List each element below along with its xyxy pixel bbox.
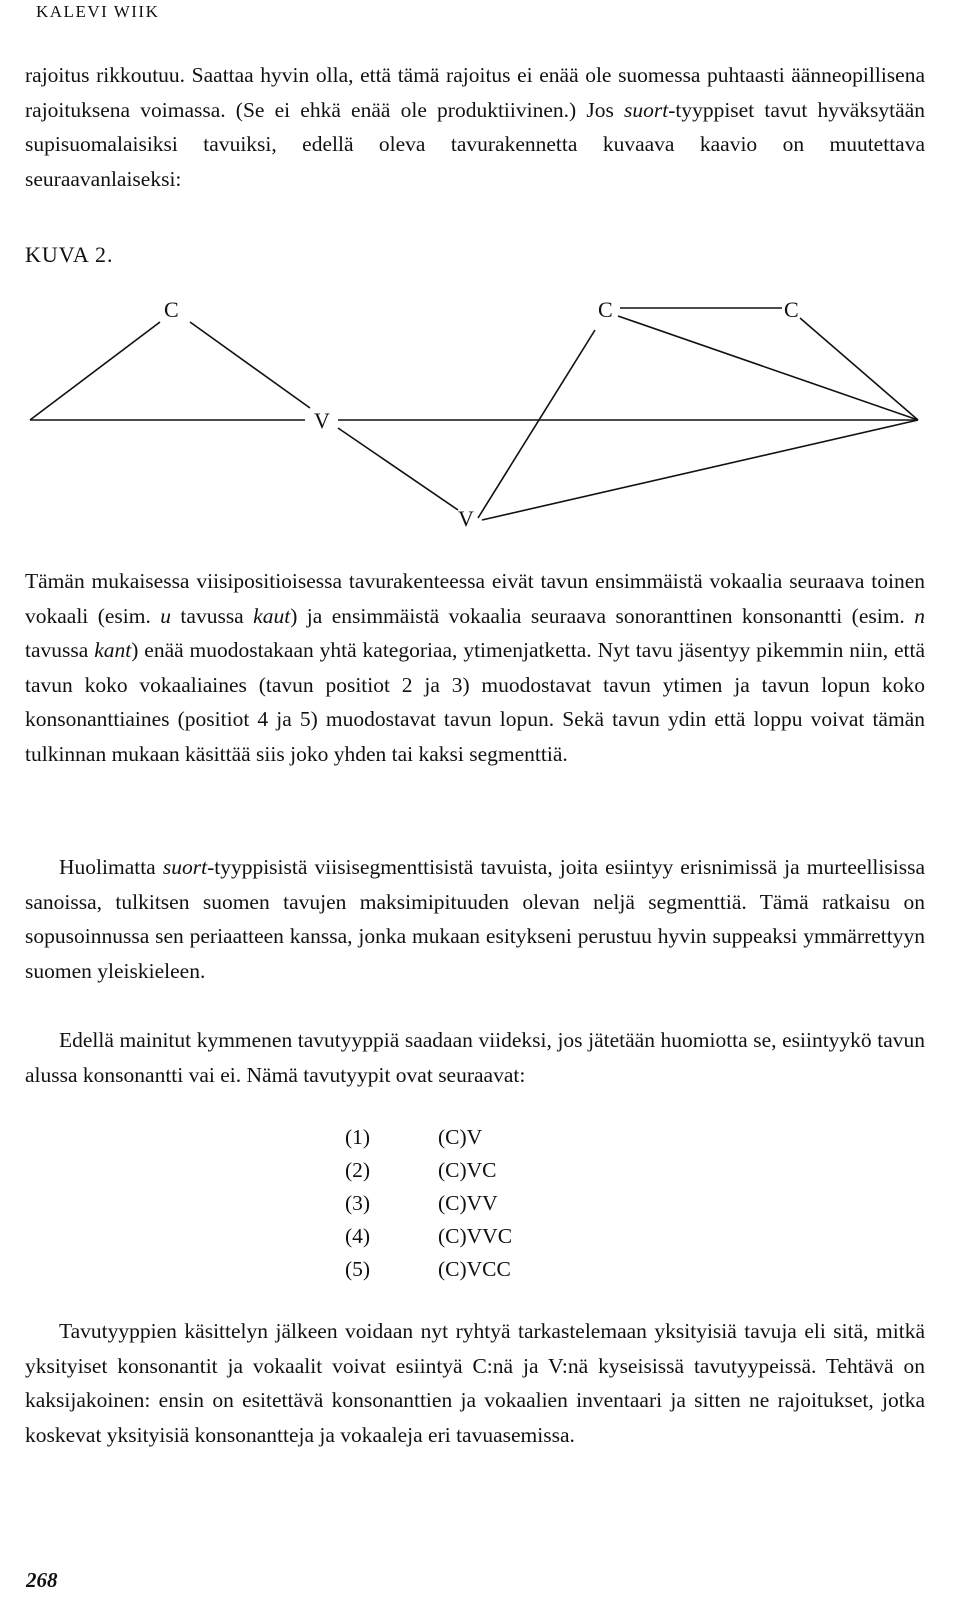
syllable-type-pattern: (C)VCC	[438, 1257, 511, 1281]
syllable-type-number: (4)	[345, 1224, 371, 1248]
node-c-coda-1: C	[598, 297, 613, 322]
node-v-second: V	[458, 506, 474, 531]
term-suort-2: suort	[162, 855, 208, 879]
syllable-type-number: (5)	[345, 1257, 371, 1281]
syllable-type-row	[345, 1220, 512, 1253]
node-v-first: V	[314, 408, 330, 433]
paragraph-five-positions-text-2: tavussa	[171, 603, 254, 628]
paragraph-five-positions-text-1: Tämän mukaisessa viisipositioisessa tavurakenteessa eivät tavun ensimmäistä vokaalia seuraava toinen vokaali (esim.	[25, 569, 925, 628]
term-suort: suort	[623, 97, 669, 122]
syllable-type-pattern: (C)VC	[438, 1158, 497, 1182]
paragraph-intro-text-1: rajoitus rikkoutuu. Saattaa hyvin olla, että tämä rajoitus ei enää ole suomessa puhtaasti äänneopillisena rajoituksena voimassa. (Se ei ehkä enää ole produktiivinen.) Jos	[25, 63, 925, 122]
edge-c3-right	[800, 318, 918, 420]
syllable-type-pattern: (C)VVC	[438, 1224, 513, 1248]
node-c-coda-2: C	[784, 297, 799, 322]
edge-c1-v1	[190, 322, 310, 408]
figure-label: KUVA 2.	[25, 242, 114, 267]
paragraph-intro-text-2: -tyyppiset tavut hyväksytään supisuomalaisiksi tavuiksi, edellä oleva tavurakennetta kuvaava kaavio on muutettava seuraavanlaiseksi:	[25, 97, 925, 191]
edge-c2-right	[618, 316, 918, 420]
syllable-type-row	[345, 1154, 512, 1187]
syllable-type-number: (2)	[345, 1158, 371, 1182]
edge-v2-right	[482, 420, 918, 520]
paragraph-max-length-text-2: -tyyppisistä viisisegmenttisistä tavuista, joita esiintyy erisnimissä ja murteellisissa sanoissa, tulkitsen suomen tavujen maksimipituuden olevan neljä segmenttiä. Tämä ratkaisu on sopusoinnussa sen periaatteen kanssa, jonka mukaan esitykseni perustuu hyvin suppeaksi ymmärrettyyn suomen yleiskieleen.	[25, 855, 925, 983]
page-number: 268	[26, 1568, 58, 1592]
node-c-onset: C	[164, 297, 179, 322]
syllable-structure-diagram	[0, 280, 960, 542]
edge-v2-c2	[478, 330, 595, 518]
syllable-type-pattern: (C)V	[438, 1125, 483, 1149]
syllable-type-number: (3)	[345, 1191, 371, 1215]
example-u: u	[160, 603, 172, 628]
edge-c1-left-baseline	[30, 322, 160, 420]
syllable-type-row	[345, 1121, 512, 1154]
paragraph-five-positions-text-3: ) ja ensimmäistä vokaalia seuraava sonoranttinen konsonantti (esim.	[290, 603, 915, 628]
running-head: KALEVI WIIK	[36, 2, 160, 21]
paragraph-five-positions-text-5: ) enää muodostakaan yhtä kategoriaa, ytimenjatketta. Nyt tavu jäsentyy pikemmin niin, että tavun koko vokaaliaines (tavun positiot 2 ja 3) muodostavat tavun ytimen ja tavun lopun koko konsonanttiaines (positiot 4 ja 5) muodostavat tavun lopun. Sekä tavun ydin että loppu voivat tämän tulkinnan mukaan käsittää siis joko yhden tai kaksi segmenttiä.	[25, 638, 925, 766]
syllable-type-pattern: (C)VV	[438, 1191, 498, 1215]
paragraph-max-length-text-1: Huolimatta	[59, 855, 163, 879]
example-kaut: kaut	[253, 603, 291, 628]
paragraph-intro	[25, 58, 925, 196]
paragraph-five-positions	[25, 564, 925, 771]
syllable-type-row	[345, 1253, 512, 1286]
syllable-type-list	[345, 1121, 512, 1286]
example-n: n	[914, 603, 925, 628]
paragraph-ten-types: Edellä mainitut kymmenen tavutyyppiä saadaan viideksi, jos jätetään huomiotta se, esiintyykö tavun alussa konsonantti vai ei. Nämä tavutyypit ovat seuraavat:	[25, 1028, 925, 1087]
paragraph-five-positions-text-4: tavussa	[25, 638, 95, 662]
edge-v1-v2	[338, 428, 458, 510]
syllable-type-number: (1)	[345, 1125, 371, 1149]
paragraph-max-length	[25, 850, 925, 988]
syllable-type-row	[345, 1187, 512, 1220]
paragraph-next-step: Tavutyyppien käsittelyn jälkeen voidaan nyt ryhtyä tarkastelemaan yksityisiä tavuja eli sitä, mitkä yksityiset konsonantit ja vokaalit voivat esiintyä C:nä ja V:nä kyseisissä tavutyypeissä. Tehtävä on kaksijakoinen: ensin on esitettävä konsonanttien ja vokaalien inventaari ja sitten ne rajoitukset, jotka koskevat yksityisiä konsonantteja ja vokaaleja eri tavuasemissa.	[25, 1319, 925, 1447]
example-kant: kant	[94, 638, 132, 662]
